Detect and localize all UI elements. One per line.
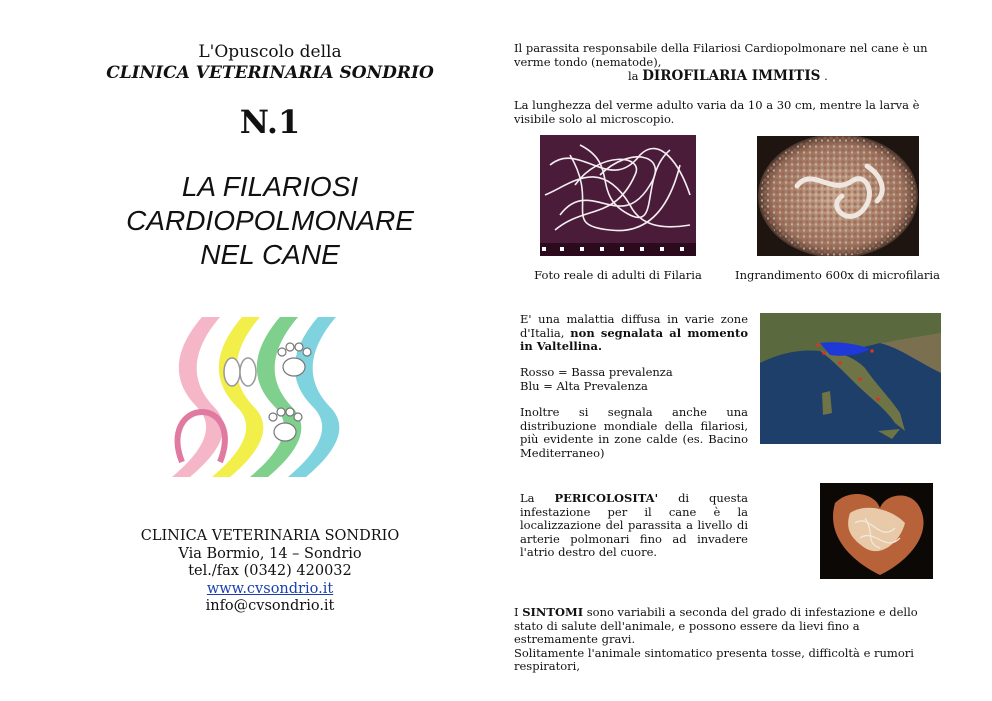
- hoof-icon: [224, 358, 240, 386]
- contact-name: CLINICA VETERINARIA SONDRIO: [140, 528, 400, 544]
- danger-paragraph: [520, 492, 748, 560]
- adult-worms-photo: [540, 135, 696, 256]
- hoof-icon: [240, 358, 256, 386]
- brochure-subtitle: [100, 42, 440, 84]
- spread-text-bold: non segnalata al momento in Valtellina.: [520, 325, 748, 353]
- symptoms-text: sono variabili a seconda del grado di infestazione e dello stato di salute dell'animale, e possono essere da lievi fino a estremamente gravi.: [514, 605, 918, 646]
- issue-number: N.1: [239, 103, 301, 141]
- title-line: LA FILARIOSI: [181, 171, 359, 202]
- symptoms-paragraph: [514, 606, 944, 674]
- intro-paragraph: Il parassita responsabile della Filariosi Cardiopolmonare nel cane è un verme tondo (nematode),: [514, 41, 928, 69]
- spread-paragraph: [520, 313, 748, 354]
- world-distribution-paragraph: Inoltre si segnala anche una distribuzione mondiale della filariosi, più evidente in zone calde (es. Bacino Mediterraneo): [520, 405, 748, 460]
- clinic-logo: [162, 312, 342, 482]
- subtitle-line: L'Opuscolo della: [198, 42, 342, 62]
- logo-ribbon-green: [250, 317, 301, 477]
- symptoms-word: SINTOMI: [522, 605, 584, 619]
- caption-microfilaria: Ingrandimento 600x di microfilaria: [735, 268, 940, 282]
- contact-address: Via Bormio, 14 – Sondrio: [178, 545, 362, 562]
- page-title: [90, 170, 450, 272]
- logo-ribbon-cyan: [288, 317, 339, 477]
- title-line: CARDIOPOLMONARE: [126, 205, 414, 236]
- italy-prevalence-map: [760, 313, 941, 444]
- parasite-dot: .: [824, 69, 828, 83]
- danger-la: La: [520, 491, 535, 505]
- website-link[interactable]: www.cvsondrio.it: [206, 580, 334, 597]
- contact-block: [110, 528, 430, 616]
- length-paragraph: La lunghezza del verme adulto varia da 10 a 30 cm, mentre la larva è visibile solo al microscopio.: [514, 98, 920, 126]
- spread-text: E' una malattia diffusa in varie zone d'Italia,: [520, 312, 748, 340]
- parasite-name: DIROFILARIA IMMITIS: [642, 68, 821, 84]
- symptoms-i: I: [514, 605, 519, 619]
- microfilaria-photo: [757, 136, 919, 256]
- parasite-name-line: [628, 68, 828, 84]
- caption-adults: Foto reale di adulti di Filaria: [534, 268, 702, 282]
- map-legend: [520, 366, 673, 393]
- danger-text: di questa infestazione per il cane è la localizzazione del parassita a livello di arterie polmonari fino ad invadere l'atrio destro del cuore.: [520, 491, 748, 559]
- clinic-name-heading: CLINICA VETERINARIA SONDRIO: [106, 63, 434, 83]
- contact-phone: tel./fax (0342) 420032: [188, 563, 352, 579]
- infected-heart-photo: [820, 483, 933, 579]
- title-line: NEL CANE: [200, 239, 340, 270]
- symptoms-text-2: Solitamente l'animale sintomatico presenta tosse, difficoltà e rumori respiratori,: [514, 645, 914, 673]
- legend-red: Rosso = Bassa prevalenza: [520, 365, 673, 379]
- parasite-la: la: [628, 69, 639, 83]
- contact-email: info@cvsondrio.it: [205, 598, 335, 614]
- logo-ribbon-yellow: [212, 317, 263, 477]
- legend-blue: Blu = Alta Prevalenza: [520, 378, 648, 393]
- danger-word: PERICOLOSITA': [554, 491, 659, 505]
